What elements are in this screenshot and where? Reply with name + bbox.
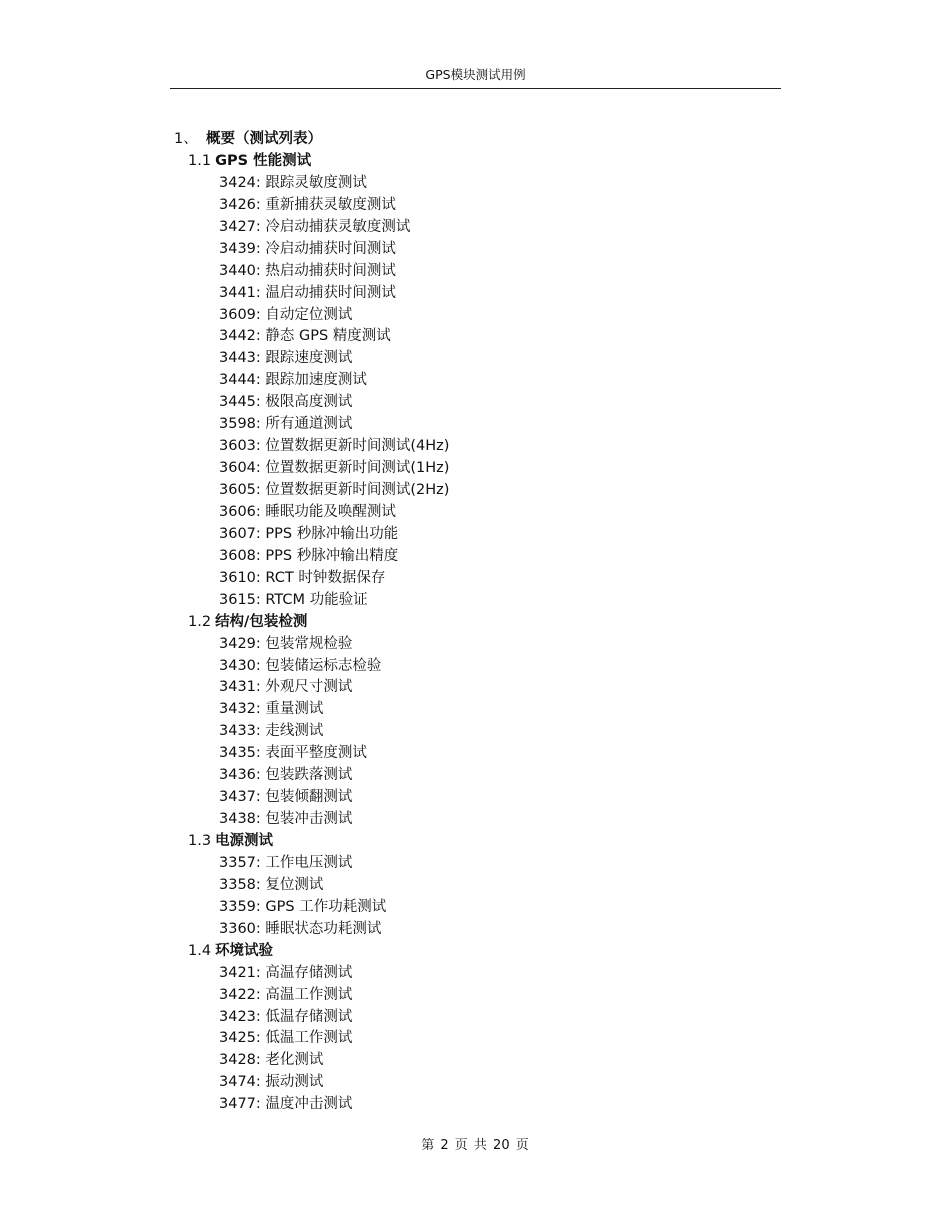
test-case-item: 3432: 重量测试	[219, 701, 324, 718]
test-case-item: 3440: 热启动捕获时间测试	[219, 262, 396, 279]
test-case-item: 3610: RCT 时钟数据保存	[219, 569, 386, 586]
section-heading	[174, 941, 774, 963]
document-title: GPS模块测试用例	[425, 67, 526, 82]
sections-container	[174, 151, 774, 1116]
test-case-item: 3426: 重新捕获灵敏度测试	[219, 196, 396, 213]
test-case-item: 3358: 复位测试	[219, 876, 324, 893]
section-number: 1.2	[188, 613, 212, 630]
section-title: 环境试验	[215, 942, 274, 959]
outline-heading: 概要（测试列表）	[206, 131, 322, 147]
section-title: GPS 性能测试	[215, 152, 312, 169]
outline-number: 1、	[174, 131, 198, 147]
test-case-item: 3430: 包装储运标志检验	[219, 657, 382, 674]
test-case-item: 3609: 自动定位测试	[219, 306, 353, 323]
test-case-item: 3608: PPS 秒脉冲输出精度	[219, 547, 399, 564]
test-case-item: 3428: 老化测试	[219, 1052, 324, 1069]
test-case-item: 3439: 冷启动捕获时间测试	[219, 240, 396, 257]
test-case-item: 3445: 极限高度测试	[219, 394, 353, 411]
test-case-item: 3442: 静态 GPS 精度测试	[219, 328, 391, 345]
test-case-item: 3598: 所有通道测试	[219, 416, 353, 433]
test-case-item: 3605: 位置数据更新时间测试(2Hz)	[219, 482, 450, 498]
test-case-item: 3615: RTCM 功能验证	[219, 591, 368, 608]
test-case-item: 3359: GPS 工作功耗测试	[219, 898, 387, 915]
section-number: 1.1	[188, 152, 212, 169]
section-title: 电源测试	[215, 833, 274, 849]
section-number: 1.4	[188, 942, 212, 959]
test-case-item: 3607: PPS 秒脉冲输出功能	[219, 525, 399, 542]
outline-title	[174, 129, 774, 151]
test-case-item: 3423: 低温存储测试	[219, 1008, 353, 1025]
test-case-item: 3431: 外观尺寸测试	[219, 679, 353, 696]
test-case-item: 3603: 位置数据更新时间测试(4Hz)	[219, 438, 450, 455]
test-case-item: 3604: 位置数据更新时间测试(1Hz)	[219, 460, 450, 477]
page-header	[170, 66, 781, 89]
test-case-item: 3422: 高温工作测试	[219, 986, 353, 1003]
test-case-item: 3360: 睡眠状态功耗测试	[219, 920, 382, 937]
test-case-item: 3474: 振动测试	[219, 1074, 324, 1091]
test-case-item: 3606: 睡眠功能及唤醒测试	[219, 503, 396, 520]
test-case-item: 3427: 冷启动捕获灵敏度测试	[219, 218, 411, 235]
test-case-item: 3435: 表面平整度测试	[219, 745, 367, 762]
section-title: 结构/包装检测	[215, 613, 308, 630]
test-list-outline	[174, 129, 774, 1116]
test-case-item: 3444: 跟踪加速度测试	[219, 372, 367, 389]
section-number: 1.3	[188, 833, 212, 849]
test-case-item: 3424: 跟踪灵敏度测试	[219, 174, 367, 191]
test-case-item: 3436: 包装跌落测试	[219, 767, 353, 784]
section-heading	[174, 151, 774, 173]
page-number-label: 第 2 页 共 20 页	[421, 1138, 529, 1153]
test-case-item: 3441: 温启动捕获时间测试	[219, 284, 396, 301]
test-case-item: 3477: 温度冲击测试	[219, 1096, 353, 1113]
test-case-item: 3421: 高温存储测试	[219, 964, 353, 981]
test-case-item: 3425: 低温工作测试	[219, 1030, 353, 1047]
test-case-item: 3438: 包装冲击测试	[219, 811, 353, 828]
section-heading	[174, 612, 774, 634]
test-case-item: 3437: 包装倾翻测试	[219, 789, 353, 806]
test-case-item: 3443: 跟踪速度测试	[219, 350, 353, 367]
page-footer	[0, 1136, 950, 1156]
section-heading	[174, 831, 774, 853]
test-case-item: 3429: 包装常规检验	[219, 635, 353, 652]
test-case-item: 3433: 走线测试	[219, 723, 324, 740]
test-case-item: 3357: 工作电压测试	[219, 854, 353, 871]
